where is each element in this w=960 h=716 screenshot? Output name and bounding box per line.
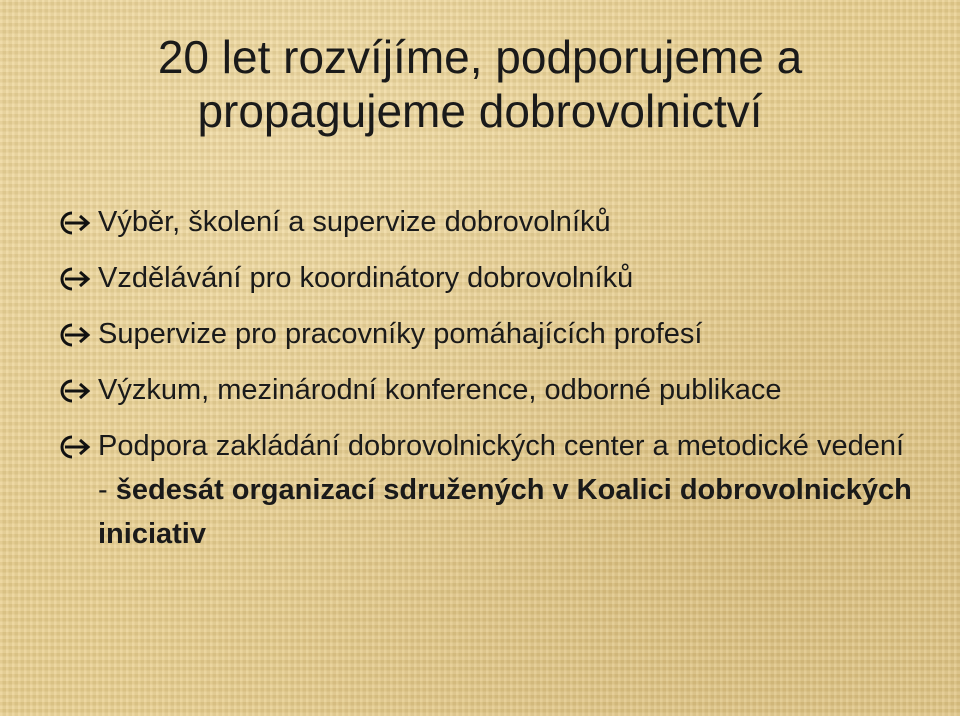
bullet-text: Výběr, školení a supervize dobrovolníků	[98, 206, 611, 238]
bullet-text-bold: šedesát organizací sdružených v Koalici dobrovolnických iniciativ	[98, 474, 912, 550]
bullet-list	[58, 200, 918, 568]
bullet-text: Vzdělávání pro koordinátory dobrovolníků	[98, 262, 634, 294]
bullet-text: Výzkum, mezinárodní konference, odborné publikace	[98, 374, 782, 406]
arrow-right-circle-icon	[58, 433, 92, 461]
arrow-right-circle-icon	[58, 209, 92, 237]
bullet-item	[58, 424, 918, 556]
bullet-text: Podpora zakládání dobrovolnických center a metodické vedení -	[98, 430, 905, 506]
title-line-1: 20 let rozvíjíme, podporujeme a	[157, 31, 803, 83]
bullet-text: Supervize pro pracovníky pomáhajících profesí	[98, 318, 703, 350]
bullet-item	[58, 312, 918, 356]
bullet-item	[58, 200, 918, 244]
bullet-item	[58, 256, 918, 300]
arrow-right-circle-icon	[58, 377, 92, 405]
arrow-right-circle-icon	[58, 265, 92, 293]
arrow-right-circle-icon	[58, 321, 92, 349]
slide-title	[40, 30, 920, 138]
bullet-item	[58, 368, 918, 412]
title-line-2: propagujeme dobrovolnictví	[197, 85, 763, 137]
